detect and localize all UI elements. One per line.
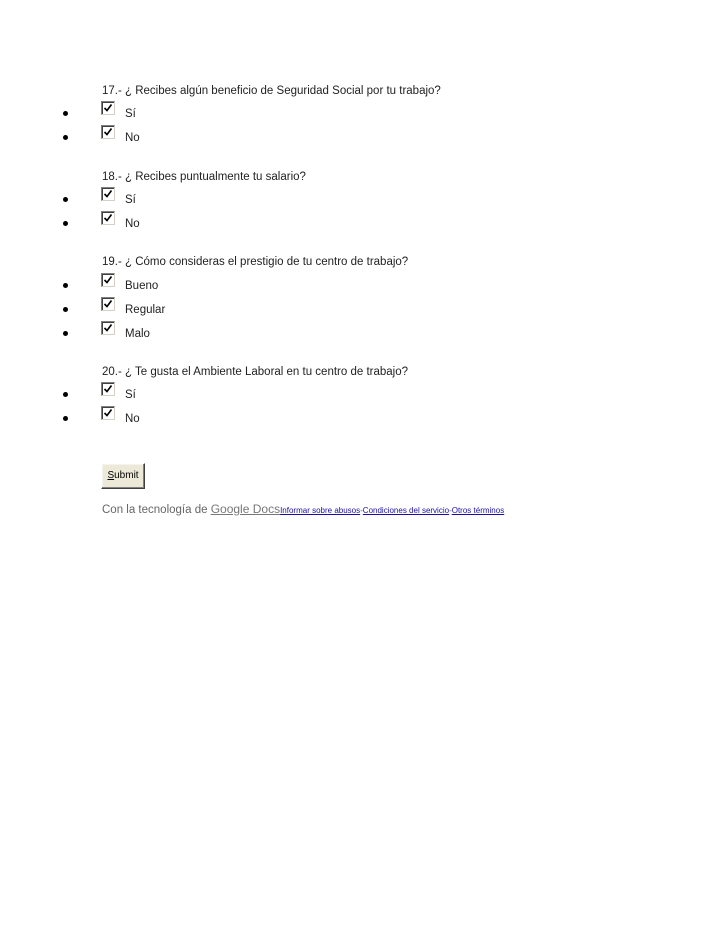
google-docs-link[interactable]: Google Docs bbox=[210, 502, 281, 516]
terms-of-service-link[interactable]: Condiciones del servicio bbox=[362, 506, 450, 515]
question-17-option-no bbox=[0, 125, 728, 149]
bullet-dot-icon bbox=[63, 197, 68, 202]
powered-by-text: Con la tecnología de bbox=[102, 504, 211, 516]
submit-accelerator: S bbox=[107, 470, 115, 481]
bullet-dot-icon bbox=[63, 283, 68, 288]
option-label: Bueno bbox=[125, 280, 159, 292]
option-label: Sí bbox=[125, 389, 136, 401]
option-label: Sí bbox=[125, 194, 136, 206]
question-18-text: 18.- ¿ Recibes puntualmente tu salario? bbox=[102, 171, 306, 183]
checked-checkbox-icon[interactable] bbox=[101, 187, 115, 201]
checked-checkbox-icon[interactable] bbox=[101, 321, 115, 335]
option-label: Sí bbox=[125, 108, 136, 120]
question-19-text: 19.- ¿ Cómo consideras el prestigio de tu centro de trabajo? bbox=[102, 256, 409, 268]
checked-checkbox-icon[interactable] bbox=[101, 211, 115, 225]
option-label: Malo bbox=[125, 328, 150, 340]
question-20-option-no bbox=[0, 406, 728, 430]
question-17-text: 17.- ¿ Recibes algún beneficio de Seguridad Social por tu trabajo? bbox=[102, 85, 441, 97]
option-label: Regular bbox=[125, 304, 166, 316]
footer-separator: - bbox=[449, 506, 452, 515]
bullet-dot-icon bbox=[63, 392, 68, 397]
other-terms-link[interactable]: Otros términos bbox=[451, 506, 505, 515]
bullet-dot-icon bbox=[63, 221, 68, 226]
bullet-dot-icon bbox=[63, 331, 68, 336]
option-label: No bbox=[125, 413, 140, 425]
question-20-text: 20.- ¿ Te gusta el Ambiente Laboral en tu centro de trabajo? bbox=[102, 366, 409, 378]
question-19-option-malo bbox=[0, 321, 728, 345]
bullet-dot-icon bbox=[63, 416, 68, 421]
bullet-dot-icon bbox=[63, 111, 68, 116]
checked-checkbox-icon[interactable] bbox=[101, 406, 115, 420]
question-18-option-si bbox=[0, 187, 728, 211]
option-label: No bbox=[125, 132, 140, 144]
checked-checkbox-icon[interactable] bbox=[101, 382, 115, 396]
question-17-option-si bbox=[0, 101, 728, 125]
checked-checkbox-icon[interactable] bbox=[101, 125, 115, 139]
submit-label-rest: ubmit bbox=[114, 470, 139, 481]
question-19-option-regular bbox=[0, 297, 728, 321]
bullet-dot-icon bbox=[63, 307, 68, 312]
option-label: No bbox=[125, 218, 140, 230]
question-20-option-si bbox=[0, 382, 728, 406]
footer bbox=[102, 502, 504, 518]
question-19-option-bueno bbox=[0, 273, 728, 297]
submit-button[interactable] bbox=[101, 463, 145, 489]
question-18-option-no bbox=[0, 211, 728, 235]
checked-checkbox-icon[interactable] bbox=[101, 297, 115, 311]
checked-checkbox-icon[interactable] bbox=[101, 101, 115, 115]
bullet-dot-icon bbox=[63, 135, 68, 140]
checked-checkbox-icon[interactable] bbox=[101, 273, 115, 287]
footer-separator: - bbox=[360, 506, 363, 515]
report-abuse-link[interactable]: Informar sobre abusos bbox=[280, 506, 361, 515]
